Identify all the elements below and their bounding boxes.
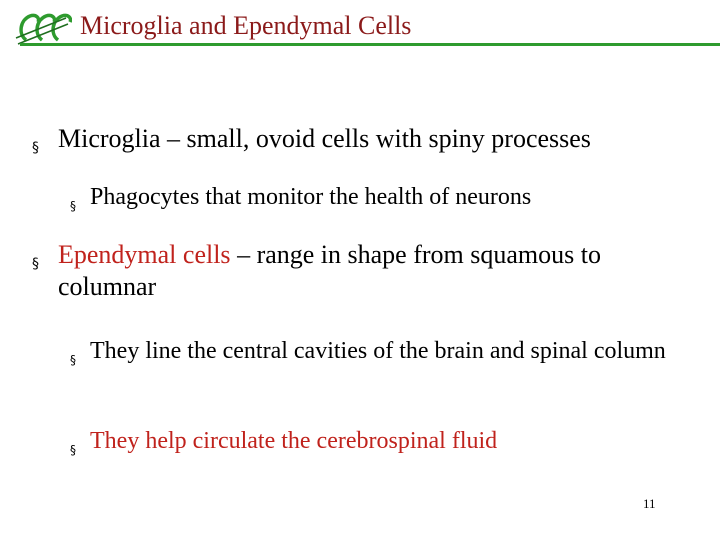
bullet-text: They line the central cavities of the brain and spinal column bbox=[90, 338, 666, 364]
sub-bullet-phagocytes bbox=[70, 182, 700, 221]
title-divider bbox=[20, 43, 720, 46]
bullet-text-rest: – range in shape from squamous to columnar bbox=[58, 240, 601, 301]
highlighted-term: Ependymal cells bbox=[58, 240, 231, 269]
bullet-ependymal bbox=[32, 239, 702, 303]
bullet-marker: § bbox=[70, 443, 76, 457]
sub-bullet-line-cavities bbox=[70, 336, 700, 375]
bullet-text: Microglia – small, ovoid cells with spiny processes bbox=[58, 124, 591, 153]
bullet-text bbox=[58, 239, 702, 303]
bullet-text: Phagocytes that monitor the health of neurons bbox=[90, 184, 532, 210]
slide-title: Microglia and Ependymal Cells bbox=[80, 11, 412, 40]
bullet-marker: § bbox=[70, 199, 76, 213]
sub-bullet-circulate-csf bbox=[70, 426, 700, 465]
page-number: 11 bbox=[643, 496, 656, 511]
ecc-logo-icon bbox=[14, 4, 72, 48]
bullet-marker: § bbox=[70, 353, 76, 367]
bullet-marker: § bbox=[32, 140, 39, 156]
bullet-text: They help circulate the cerebrospinal fluid bbox=[90, 428, 498, 454]
bullet-microglia bbox=[32, 123, 702, 164]
bullet-marker: § bbox=[32, 256, 39, 272]
